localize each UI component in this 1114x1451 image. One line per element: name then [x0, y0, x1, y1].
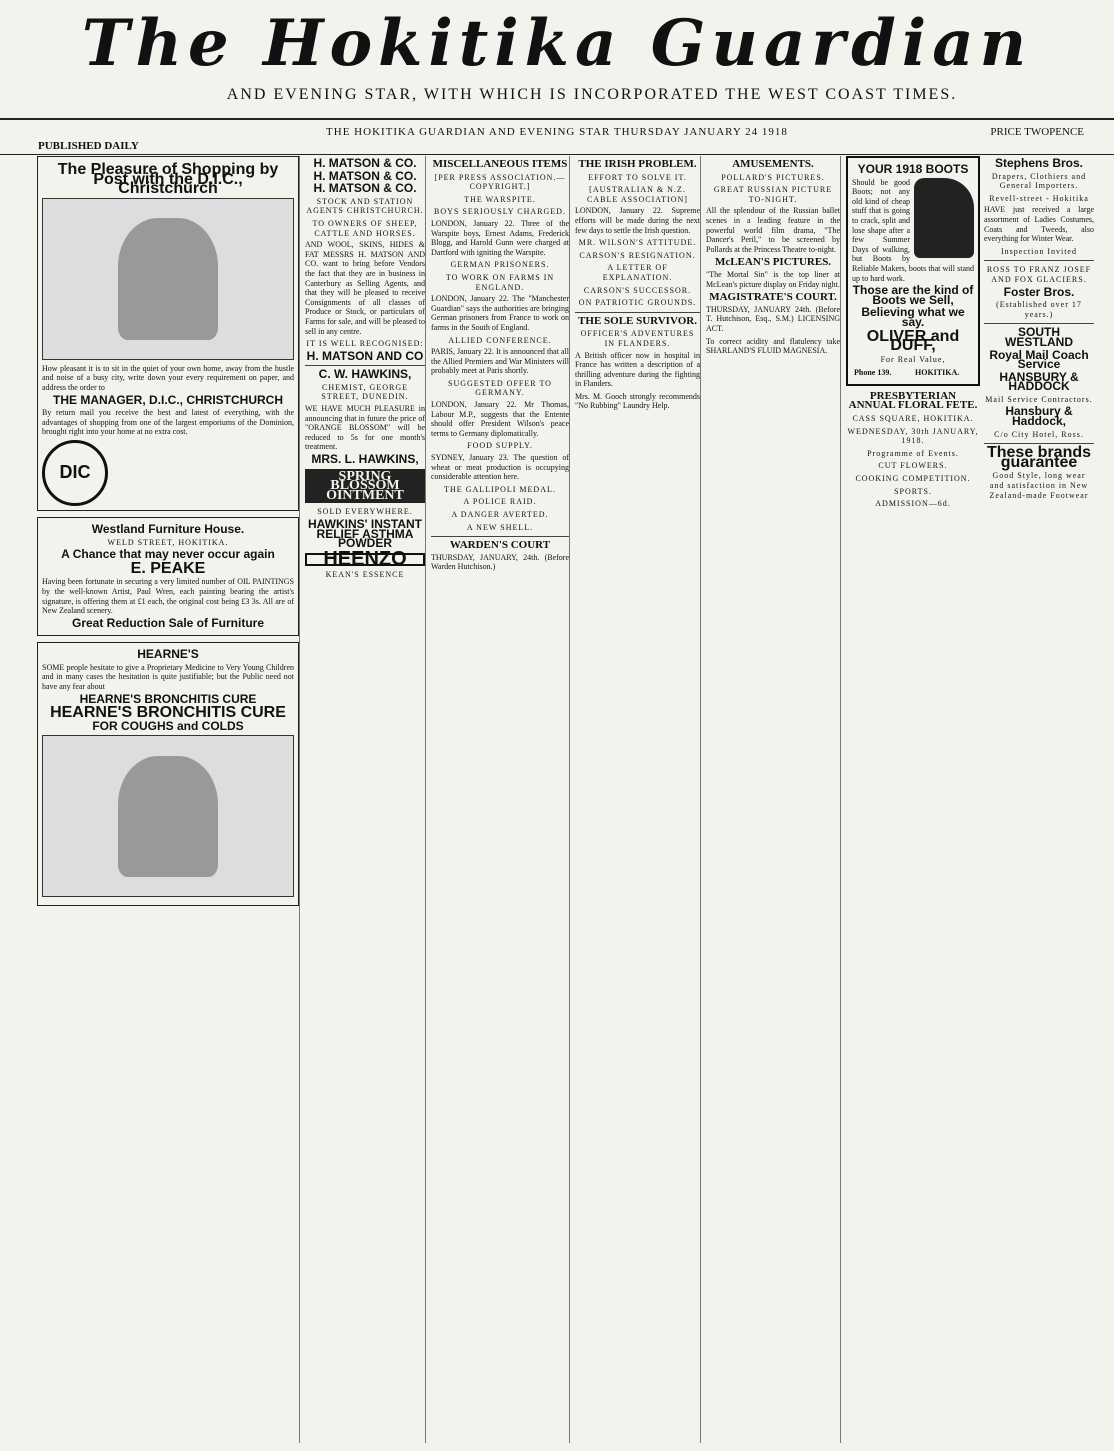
amusements-head: AMUSEMENTS. — [732, 158, 814, 170]
sole-survivor-head: THE SOLE SURVIVOR. — [578, 314, 697, 327]
keans-essence: KEAN'S ESSENCE — [325, 570, 405, 580]
hawkins-body: WE HAVE MUCH PLEASURE in announcing that in future the price of "ORANGE BLOSSOM" will be reduced to 5s for one month's treatment. — [305, 404, 425, 452]
sports-head: SPORTS. — [894, 486, 932, 496]
wardens-court-body: THURSDAY, JANUARY, 24th. (Before Warden Hutchison.) — [431, 552, 569, 572]
westland-advert — [37, 517, 299, 636]
boots-kind: Those are the kind of Boots we Sell, — [852, 283, 974, 307]
shell-head: A NEW SHELL. — [466, 522, 534, 532]
matson-to: TO OWNERS OF SHEEP, CATTLE AND HORSES. — [312, 218, 418, 238]
revell-street: Revell-street - Hokitika — [989, 193, 1089, 203]
matson-line-3: H. MATSON & CO. — [313, 181, 417, 196]
asthma-powder: HAWKINS' INSTANT RELIEF ASTHMA POWDER — [308, 517, 422, 551]
column-4 — [575, 156, 701, 1443]
info-bar — [0, 118, 1114, 155]
boots-body: Should be good Boots; not any old kind of cheap stuff that is going to crack, split and lose shape after a few Summer Days of walking, but Boots by Reliable Makers, boots that will stand up to hard work. — [852, 177, 974, 283]
col5-footer: To correct acidity and flatulency take SHARLAND'S FLUID MAGNESIA. — [706, 336, 840, 356]
oliver-sub: For Real Value, — [880, 354, 946, 364]
divider — [984, 323, 1094, 324]
oliver-town: HOKITIKA. — [915, 368, 960, 378]
matson-signature: H. MATSON AND CO — [306, 348, 424, 363]
inspection-invited: Inspection Invited — [1001, 246, 1077, 256]
patriotic-head: ON PATRIOTIC GROUNDS. — [578, 298, 697, 308]
irish-assoc: [AUSTRALIAN & N.Z. CABLE ASSOCIATION] — [587, 185, 688, 204]
matson-line-1: H. MATSON & CO. — [313, 156, 417, 170]
dic-headline: The Pleasure of Shopping by Post with the D.I.C., Christchurch — [57, 161, 279, 198]
fete-date: WEDNESDAY, 30th JANUARY, 1918. — [847, 426, 979, 446]
mail-service: Mail Service Contractors. — [985, 394, 1093, 404]
column-3 — [431, 156, 570, 1443]
prisoners-body: LONDON, January 22. The "Manchester Guardian" says the authorities are bringing German prisoners from France to work on farms in the South of England. — [431, 294, 569, 332]
foster-route: ROSS TO FRANZ JOSEF AND FOX GLACIERS. — [986, 265, 1092, 284]
brands-sub: Good Style, long wear and satisfaction in New Zealand-made Footwear — [989, 471, 1089, 500]
stephens-sub: Drapers, Clothiers and General Importers. — [991, 171, 1087, 191]
danger-head: A DANGER AVERTED. — [451, 510, 549, 519]
magistrates-body: THURSDAY, JANUARY 24th. (Before T. Hutchison, Esq., S.M.) LICENSING ACT. — [706, 304, 840, 333]
allied-body: PARIS, January 22. It is announced that all the Allied Premiers and War Ministers will probably meet at Paris shortly. — [431, 347, 569, 376]
col4-footer: Mrs. M. Gooch strongly recommends "No Rubbing" Laundry Help. — [575, 391, 700, 411]
gallipoli-head: THE GALLIPOLI MEDAL. — [444, 484, 556, 494]
divider — [305, 365, 425, 366]
price: PRICE TWOPENCE — [990, 126, 1084, 138]
sole-survivor-sub: OFFICER'S ADVENTURES IN FLANDERS. — [580, 329, 695, 348]
pollards-body: All the splendour of the Russian ballet scenes in a leading feature in the powerful world film drama, "The Dancer's Peril," to be screened by Pollards at the Princess Theatre to-night. — [706, 206, 840, 254]
divider — [575, 312, 700, 313]
royal-mail: Royal Mail Coach Service — [989, 347, 1089, 372]
allied-head: ALLIED CONFERENCE. — [448, 335, 552, 345]
hansbury-head: HANSBURY & HADDOCK — [999, 369, 1079, 394]
irish-sub: EFFORT TO SOLVE IT. — [588, 172, 687, 182]
prisoners-head: GERMAN PRISONERS. — [450, 260, 550, 270]
sold-everywhere: SOLD EVERYWHERE. — [317, 507, 413, 517]
published-daily: PUBLISHED DAILY — [38, 140, 139, 152]
foster-head: Foster Bros. — [1003, 284, 1075, 299]
boot-illustration — [914, 178, 974, 258]
hearne-advert — [37, 642, 299, 906]
oliver-duff: OLIVER and DUFF, — [866, 327, 960, 355]
hawkins-name: C. W. HAWKINS, — [318, 367, 412, 382]
programme-head: Programme of Events. — [867, 448, 959, 458]
column-7 — [984, 156, 1094, 1443]
hearne-intro: SOME people hesitate to give a Proprietary Medicine to Very Young Children and in many cases the hesitation is quite justifiable; but the Public need not have any fear about — [42, 662, 294, 692]
hearne-brand: HEARNE'S — [137, 647, 199, 662]
carson-successor-head: CARSON'S SUCCESSOR. — [583, 285, 692, 295]
hawkins-sub: CHEMIST, GEORGE STREET, DUNEDIN. — [321, 382, 409, 402]
westland-head: Westland Furniture House. — [91, 521, 245, 536]
hearne-cure: HEARNE'S BRONCHITIS CURE — [79, 691, 257, 706]
hearne-for: FOR COUGHS and COLDS — [92, 718, 244, 733]
russian-head: GREAT RUSSIAN PICTURE TO-NIGHT. — [713, 185, 833, 204]
column-2 — [305, 156, 426, 1443]
column-5 — [706, 156, 841, 1443]
boots-head: YOUR 1918 BOOTS — [857, 162, 969, 176]
food-head: FOOD SUPPLY. — [467, 441, 533, 451]
stephens-head: Stephens Bros. — [994, 156, 1084, 170]
hansbury-address: C/o City Hotel, Ross. — [994, 429, 1084, 439]
sole-survivor-body: A British officer now in hospital in France has written a description of a thrilling adventure during the fighting in Flanders. — [575, 350, 700, 389]
carson-resign-head: CARSON'S RESIGNATION. — [579, 250, 696, 260]
cut-flowers-head: CUT FLOWERS. — [878, 461, 948, 471]
woman-writing-illustration — [42, 198, 294, 360]
warspite-body: LONDON, January 22. Three of the Warspite boys, Ernest Adams, Frederick Blogg, and Harold Gunn were charged at Dartford with igniting the Warspite. — [431, 218, 569, 257]
masthead — [0, 0, 1114, 112]
mcleans-head: McLEAN'S PICTURES. — [714, 256, 832, 269]
warspite-head: THE WARSPITE. — [464, 194, 536, 204]
pollards-head: POLLARD'S PICTURES. — [721, 172, 825, 182]
food-body: SYDNEY, January 23. The question of wheat or meat production is occupying considerable attention here. — [431, 453, 569, 482]
oliver-contact — [852, 366, 974, 380]
foster-sub: (Established over 17 years.) — [996, 300, 1082, 319]
knight-illustration — [42, 735, 294, 897]
dic-body-2: By return mail you receive the best and latest of everything, with the advantages of shopping from one of the largest emporiums of the Dominion, brought right into your home at no extra cost. — [42, 408, 294, 437]
matson-line-2: H. MATSON & CO. — [313, 168, 417, 183]
mcleans-body: "The Mortal Sin" is the top liner at McLean's picture display on Friday night. — [706, 269, 840, 289]
prisoners-sub: TO WORK ON FARMS IN ENGLAND. — [445, 272, 555, 292]
fete-sub: CASS SQUARE, HOKITIKA. — [852, 414, 974, 424]
offer-head: SUGGESTED OFFER TO GERMANY. — [448, 378, 552, 398]
matson-body: AND WOOL, SKINS, HIDES & FAT MESSRS H. MATSON AND CO. want to bring before Vendors the fact that they are in business in Canterbury as Selling Agents, and that they will be pleased to receive Consignments of all classes of Produce or Stock, or particulars of Farms for sale, and will be pleased to sell in any centre. — [305, 240, 425, 336]
divider — [431, 536, 569, 537]
admission: ADMISSION—6d. — [875, 499, 951, 509]
stephens-body: HAVE just received a large assortment of Ladies Costumes, Coats and Tweeds, also everything for Winter Wear. — [984, 205, 1094, 244]
column-1 — [37, 156, 300, 1443]
misc-head: MISCELLANEOUS ITEMS — [432, 158, 568, 170]
dic-address: THE MANAGER, D.I.C., CHRISTCHURCH — [53, 392, 283, 407]
magistrates-head: MAGISTRATE'S COURT. — [709, 291, 837, 304]
irish-body: LONDON, January 22. Supreme efforts will be made during the next few days to settle the Irish question. — [575, 206, 700, 235]
hearne-big: HEARNE'S BRONCHITIS CURE — [50, 704, 286, 722]
westland-street: WELD STREET, HOKITIKA. — [107, 537, 229, 547]
cooking-head: COOKING COMPETITION. — [855, 474, 971, 484]
spring-blossom-banner: SPRING BLOSSOM OINTMENT — [305, 469, 425, 504]
wardens-court-head: WARDEN'S COURT — [449, 539, 551, 552]
divider — [984, 260, 1094, 261]
peake-name: E. PEAKE — [130, 559, 206, 577]
boots-advert — [846, 156, 980, 386]
reduction-sale: Great Reduction Sale of Furniture — [71, 615, 265, 630]
mrs-hawkins: MRS. L. HAWKINS, — [311, 452, 419, 467]
hansbury-signature: Hansbury & Haddock, — [1005, 404, 1073, 429]
warspite-sub: BOYS SERIOUSLY CHARGED. — [434, 207, 566, 217]
brands-head: These brands guarantee — [986, 444, 1092, 471]
letter-head: A LETTER OF EXPLANATION. — [602, 263, 673, 282]
heenzo-logo: HEENZO — [305, 553, 425, 567]
column-6 — [846, 156, 980, 1443]
matson-sub: STOCK AND STATION AGENTS CHRISTCHURCH. — [306, 196, 424, 216]
oliver-phone: Phone 139. — [854, 368, 892, 378]
dateline: THE HOKITIKA GUARDIAN AND EVENING STAR THURSDAY JANUARY 24 1918 — [326, 126, 788, 138]
wilson-head: MR. WILSON'S ATTITUDE. — [578, 238, 697, 248]
dic-advert — [37, 156, 299, 511]
irish-head: THE IRISH PROBLEM. — [578, 158, 697, 170]
dic-logo: DIC — [42, 440, 108, 506]
fete-head: PRESBYTERIAN ANNUAL FLORAL FETE. — [848, 389, 978, 412]
police-head: A POLICE RAID. — [463, 497, 537, 507]
offer-body: LONDON, January 22. Mr Thomas, Labour M.P., suggests that the Entente should offer President Wilson's peace terms to Germany diplomatically. — [431, 400, 569, 438]
recognised: IT IS WELL RECOGNISED: — [306, 339, 424, 349]
newspaper-title: The Hokitika Guardian — [81, 6, 1033, 81]
peake-body: Having been fortunate in securing a very limited number of OIL PAINTINGS by the well-known Artist, Paul Wren, each painting bearing the artist's signature, is offering them at £1 each, the original cost being £3 3s. All are of New Zealand scenery. — [42, 577, 294, 616]
south-westland: SOUTH WESTLAND — [1005, 325, 1073, 349]
misc-assoc: [PER PRESS ASSOCIATION.—COPYRIGHT.] — [434, 172, 566, 192]
masthead-subtitle: AND EVENING STAR, WITH WHICH IS INCORPORATED THE WEST COAST TIMES. — [226, 86, 958, 103]
dic-body: How pleasant it is to sit in the quiet of your own home, away from the hustle and noise of a busy city, write down your every requirement on paper, and address the order to — [42, 363, 294, 392]
boots-believe: Believing what we say. — [861, 305, 965, 329]
westland-chance: A Chance that may never occur again — [61, 547, 275, 562]
